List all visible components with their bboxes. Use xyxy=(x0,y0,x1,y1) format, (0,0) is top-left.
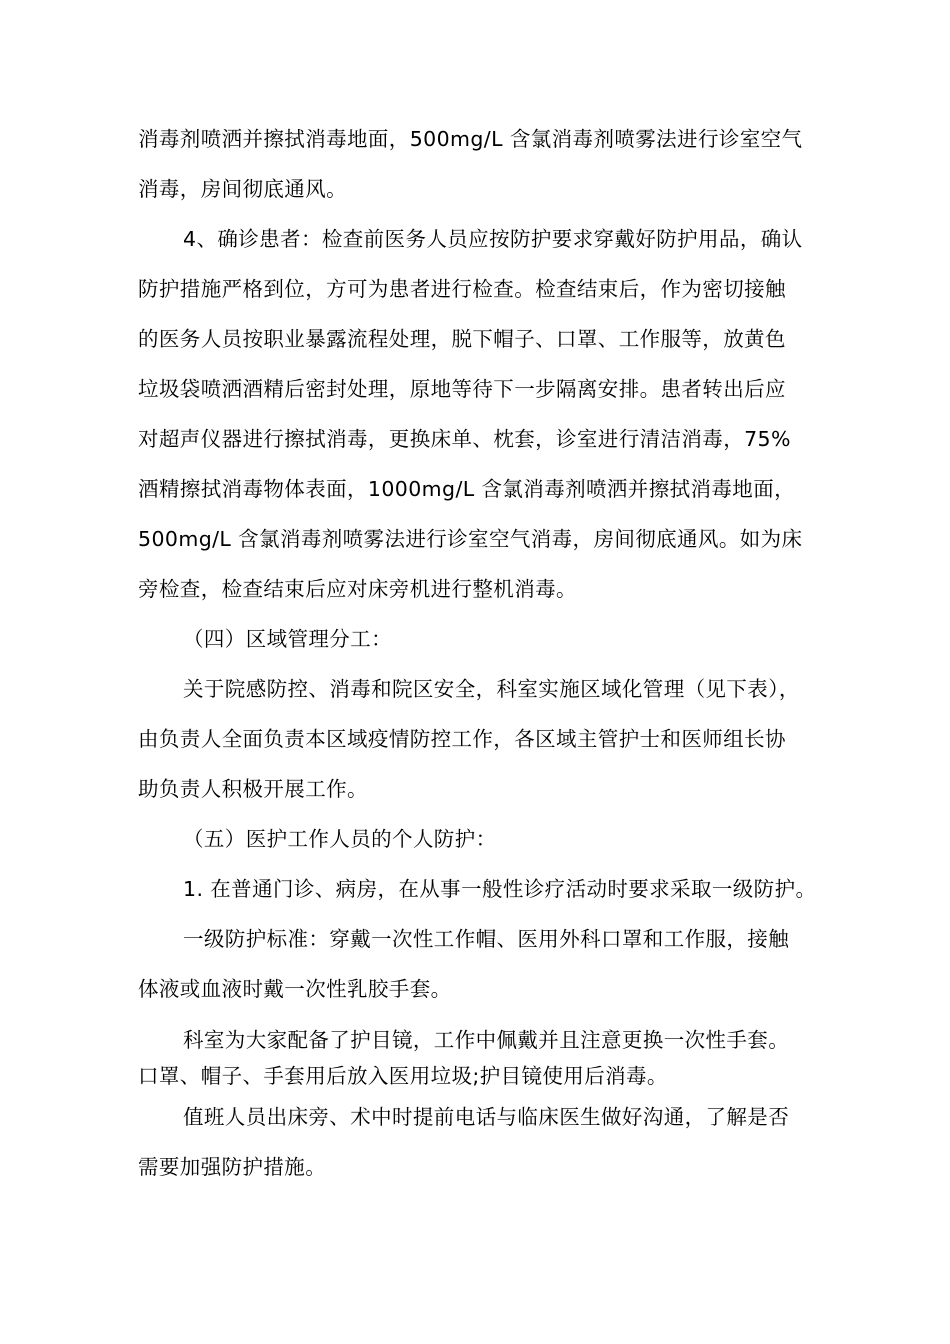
text-line: 由负责人全面负责本区域疫情防控工作，各区域主管护士和医师组长协 xyxy=(138,727,786,751)
section-heading-area-management xyxy=(138,614,828,664)
text-line: 需要加强防护措施。 xyxy=(138,1155,327,1179)
section-heading-personal-protection xyxy=(138,814,828,864)
text-line: 对超声仪器进行擦拭消毒，更换床单、枕套，诊室进行清洁消毒，75% xyxy=(138,427,791,451)
text-line: 1. 在普通门诊、病房，在从事一般性诊疗活动时要求采取一级防护。 xyxy=(183,877,817,901)
text-line: 防护措施严格到位，方可为患者进行检查。检查结束后，作为密切接触 xyxy=(138,277,786,301)
paragraph-goggles xyxy=(138,1022,828,1094)
heading-line: （四）区域管理分工： xyxy=(183,627,392,651)
text-line: 一级防护标准：穿戴一次性工作帽、医用外科口罩和工作服，接触 xyxy=(183,927,790,951)
text-line: 500mg/L 含氯消毒剂喷雾法进行诊室空气消毒，房间彻底通风。如为床 xyxy=(138,527,803,551)
heading-line: （五）医护工作人员的个人防护： xyxy=(183,827,497,851)
text-line: 关于院感防控、消毒和院区安全，科室实施区域化管理（见下表）， xyxy=(183,677,800,701)
text-line: 助负责人积极开展工作。 xyxy=(138,777,368,801)
text-line: 体液或血液时戴一次性乳胶手套。 xyxy=(138,977,452,1001)
paragraph-duty-staff xyxy=(138,1092,828,1192)
paragraph-disinfection-continued xyxy=(138,114,828,214)
text-line: 消毒剂喷洒并擦拭消毒地面，500mg/L 含氯消毒剂喷雾法进行诊室空气 xyxy=(138,127,803,151)
text-line: 消毒，房间彻底通风。 xyxy=(138,177,347,201)
text-line: 4、确诊患者：检查前医务人员应按防护要求穿戴好防护用品，确认 xyxy=(183,227,803,251)
text-line: 口罩、帽子、手套用后放入医用垃圾;护目镜使用后消毒。 xyxy=(138,1064,668,1088)
text-line: 的医务人员按职业暴露流程处理，脱下帽子、口罩、工作服等，放黄色 xyxy=(138,327,786,351)
paragraph-protection-standard xyxy=(138,914,828,1014)
text-line: 科室为大家配备了护目镜，工作中佩戴并且注意更换一次性手套。 xyxy=(183,1028,790,1052)
text-line: 酒精擦拭消毒物体表面，1000mg/L 含氯消毒剂喷洒并擦拭消毒地面， xyxy=(138,477,795,501)
text-line: 垃圾袋喷洒酒精后密封处理，原地等待下一步隔离安排。患者转出后应 xyxy=(138,377,786,401)
text-line: 旁检查，检查结束后应对床旁机进行整机消毒。 xyxy=(138,577,577,601)
paragraph-area-management xyxy=(138,664,828,814)
paragraph-confirmed-patients xyxy=(138,214,828,614)
paragraph-first-level-protection xyxy=(138,864,828,914)
text-line: 值班人员出床旁、术中时提前电话与临床医生做好沟通，了解是否 xyxy=(183,1105,790,1129)
